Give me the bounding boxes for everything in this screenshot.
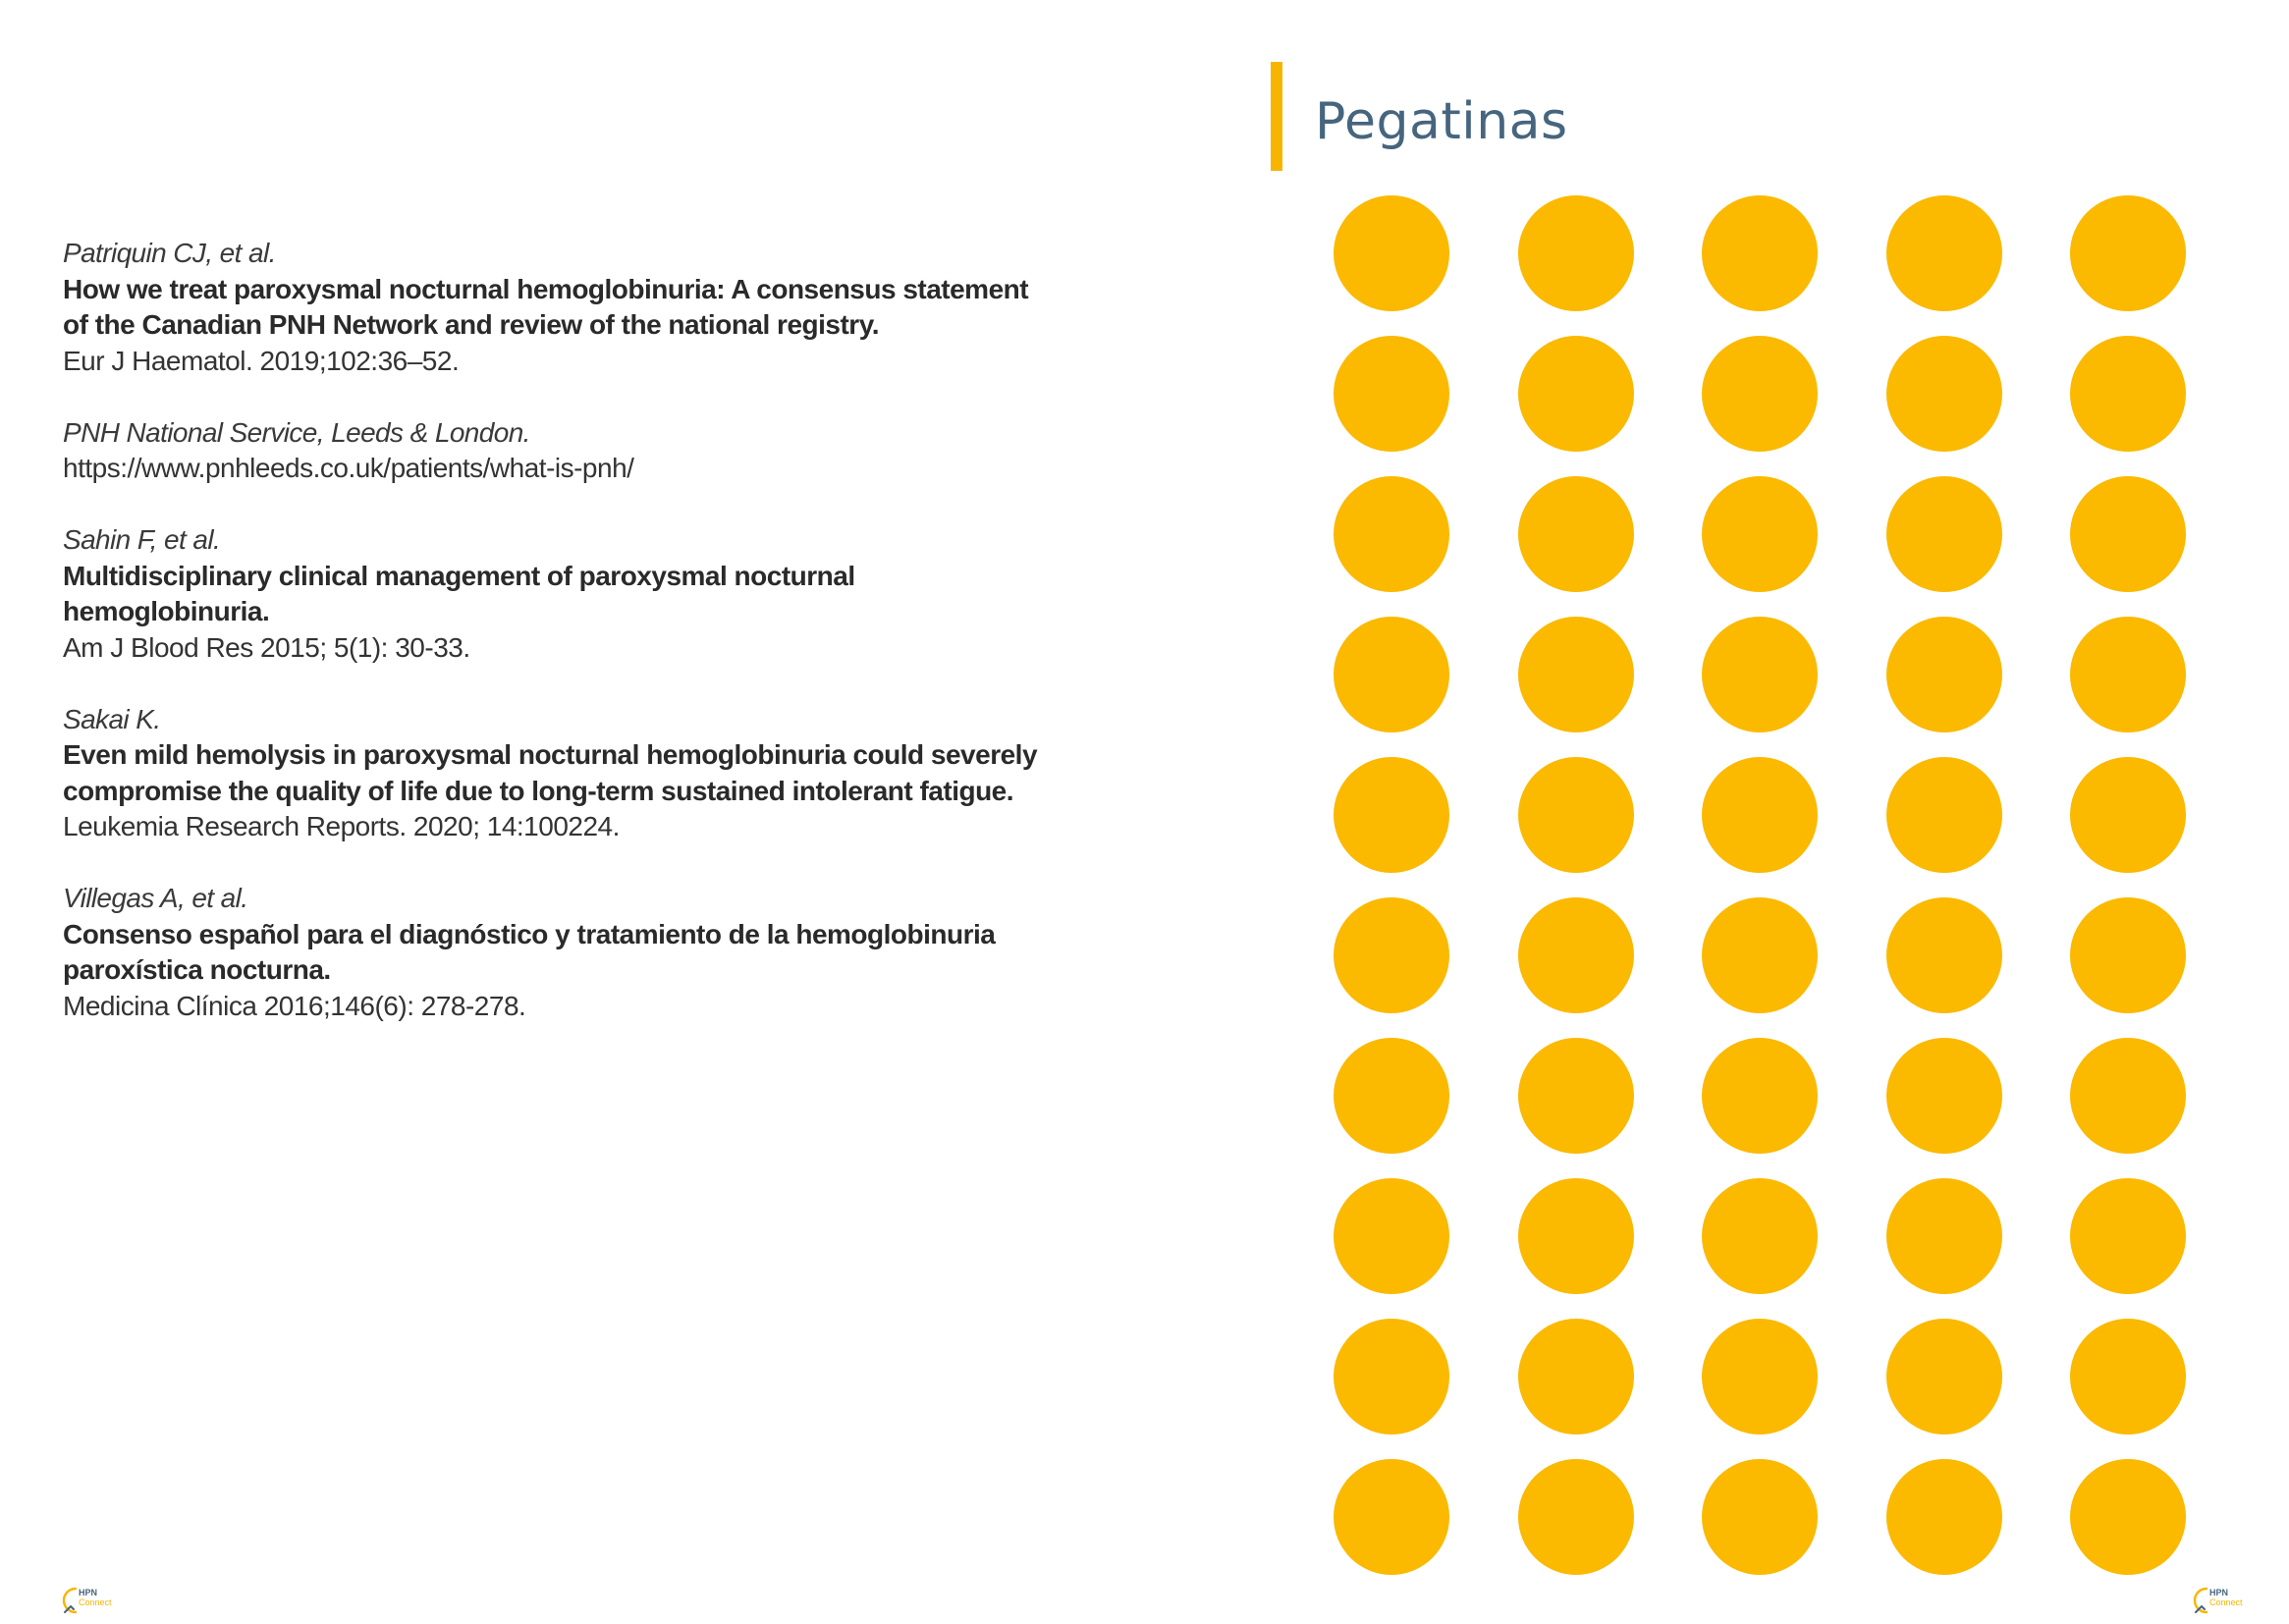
logo-text-hpn: HPN (79, 1588, 98, 1597)
sticker-circle (1334, 897, 1449, 1013)
sticker-circle (1702, 1038, 1818, 1154)
sticker-circle (1886, 1038, 2002, 1154)
logo-text-connect: Connect (79, 1597, 112, 1607)
reference-authors: Patriquin CJ, et al. (63, 238, 276, 268)
reference-item (63, 702, 1055, 845)
reference-authors: Sakai K. (63, 703, 161, 734)
sticker-circle (2070, 1459, 2186, 1575)
sticker-circle (1886, 617, 2002, 732)
references-list (63, 236, 1055, 1060)
reference-authors: Villegas A, et al. (63, 883, 248, 913)
sticker-circle (1334, 1459, 1449, 1575)
reference-title: Multidisciplinary clinical management of paroxysmal nocturnal hemoglobinuria. (63, 560, 855, 626)
sticker-circle (1886, 336, 2002, 452)
sticker-circle (2070, 1178, 2186, 1294)
sticker-circle (1518, 617, 1634, 732)
logo-text-connect: Connect (2209, 1597, 2243, 1607)
sticker-circle (1334, 757, 1449, 873)
sticker-circle (1518, 476, 1634, 592)
sticker-circle (1334, 1038, 1449, 1154)
hpn-connect-logo-right (2190, 1585, 2253, 1624)
sticker-circle (1886, 897, 2002, 1013)
reference-source: Eur J Haematol. 2019;102:36–52. (63, 345, 460, 376)
sticker-circle (1334, 476, 1449, 592)
sticker-circle (1886, 1319, 2002, 1435)
sticker-circle (1886, 1178, 2002, 1294)
reference-item (63, 415, 1055, 487)
sticker-circle (1518, 1319, 1634, 1435)
sticker-circle (2070, 336, 2186, 452)
sticker-circle (1702, 1319, 1818, 1435)
sticker-circle (2070, 757, 2186, 873)
sticker-circle (1886, 757, 2002, 873)
sticker-circle (1518, 336, 1634, 452)
logo-mark-icon (2190, 1585, 2209, 1618)
sticker-circle (2070, 195, 2186, 311)
sticker-circle (1518, 1038, 1634, 1154)
sticker-circle (1518, 195, 1634, 311)
sticker-circle (2070, 617, 2186, 732)
reference-item (63, 522, 1055, 666)
reference-source: Medicina Clínica 2016;146(6): 278-278. (63, 990, 526, 1021)
sticker-circle (1334, 1319, 1449, 1435)
sticker-circle (1886, 195, 2002, 311)
sticker-circle (1334, 195, 1449, 311)
sticker-circle (1886, 1459, 2002, 1575)
reference-authors: Sahin F, et al. (63, 524, 221, 555)
sticker-circle (2070, 897, 2186, 1013)
hpn-connect-logo-left (59, 1585, 122, 1624)
logo-text-hpn: HPN (2209, 1588, 2229, 1597)
reference-source-link: https://www.pnhleeds.co.uk/patients/what-is-pnh/ (63, 453, 634, 483)
sticker-circle (1518, 1178, 1634, 1294)
reference-item (63, 881, 1055, 1024)
sticker-circle (1334, 336, 1449, 452)
page-title: Pegatinas (1315, 92, 1568, 151)
sticker-circle (1702, 757, 1818, 873)
sticker-circle (1702, 1178, 1818, 1294)
reference-source: Am J Blood Res 2015; 5(1): 30-33. (63, 631, 470, 663)
sticker-circle (1518, 897, 1634, 1013)
logo-mark-icon (59, 1585, 79, 1618)
sticker-circle (1702, 617, 1818, 732)
reference-item (63, 236, 1055, 379)
reference-title: Consenso español para el diagnóstico y tratamiento de la hemoglobinuria paroxística nocturna. (63, 918, 996, 985)
sticker-circle (2070, 476, 2186, 592)
sticker-circle (1702, 1459, 1818, 1575)
sticker-circle (1702, 336, 1818, 452)
sticker-circle (1702, 897, 1818, 1013)
sticker-circle (1518, 1459, 1634, 1575)
reference-source: Leukemia Research Reports. 2020; 14:100224. (63, 811, 620, 841)
sticker-circle (1702, 476, 1818, 592)
sticker-circle (1518, 757, 1634, 873)
reference-authors: PNH National Service, Leeds & London. (63, 416, 530, 448)
sticker-circle (1334, 617, 1449, 732)
sticker-circle (2070, 1038, 2186, 1154)
sticker-grid (1334, 195, 2184, 1575)
title-accent-bar (1271, 62, 1282, 171)
reference-title: Even mild hemolysis in paroxysmal nocturnal hemoglobinuria could severely compromise the quality of life due to long-term sustained intolerant fatigue. (63, 739, 1038, 806)
reference-title: How we treat paroxysmal nocturnal hemoglobinuria: A consensus statement of the Canadian PNH Network and review of the national registry. (63, 273, 1029, 340)
sticker-circle (1334, 1178, 1449, 1294)
sticker-circle (1886, 476, 2002, 592)
sticker-circle (1702, 195, 1818, 311)
sticker-circle (2070, 1319, 2186, 1435)
